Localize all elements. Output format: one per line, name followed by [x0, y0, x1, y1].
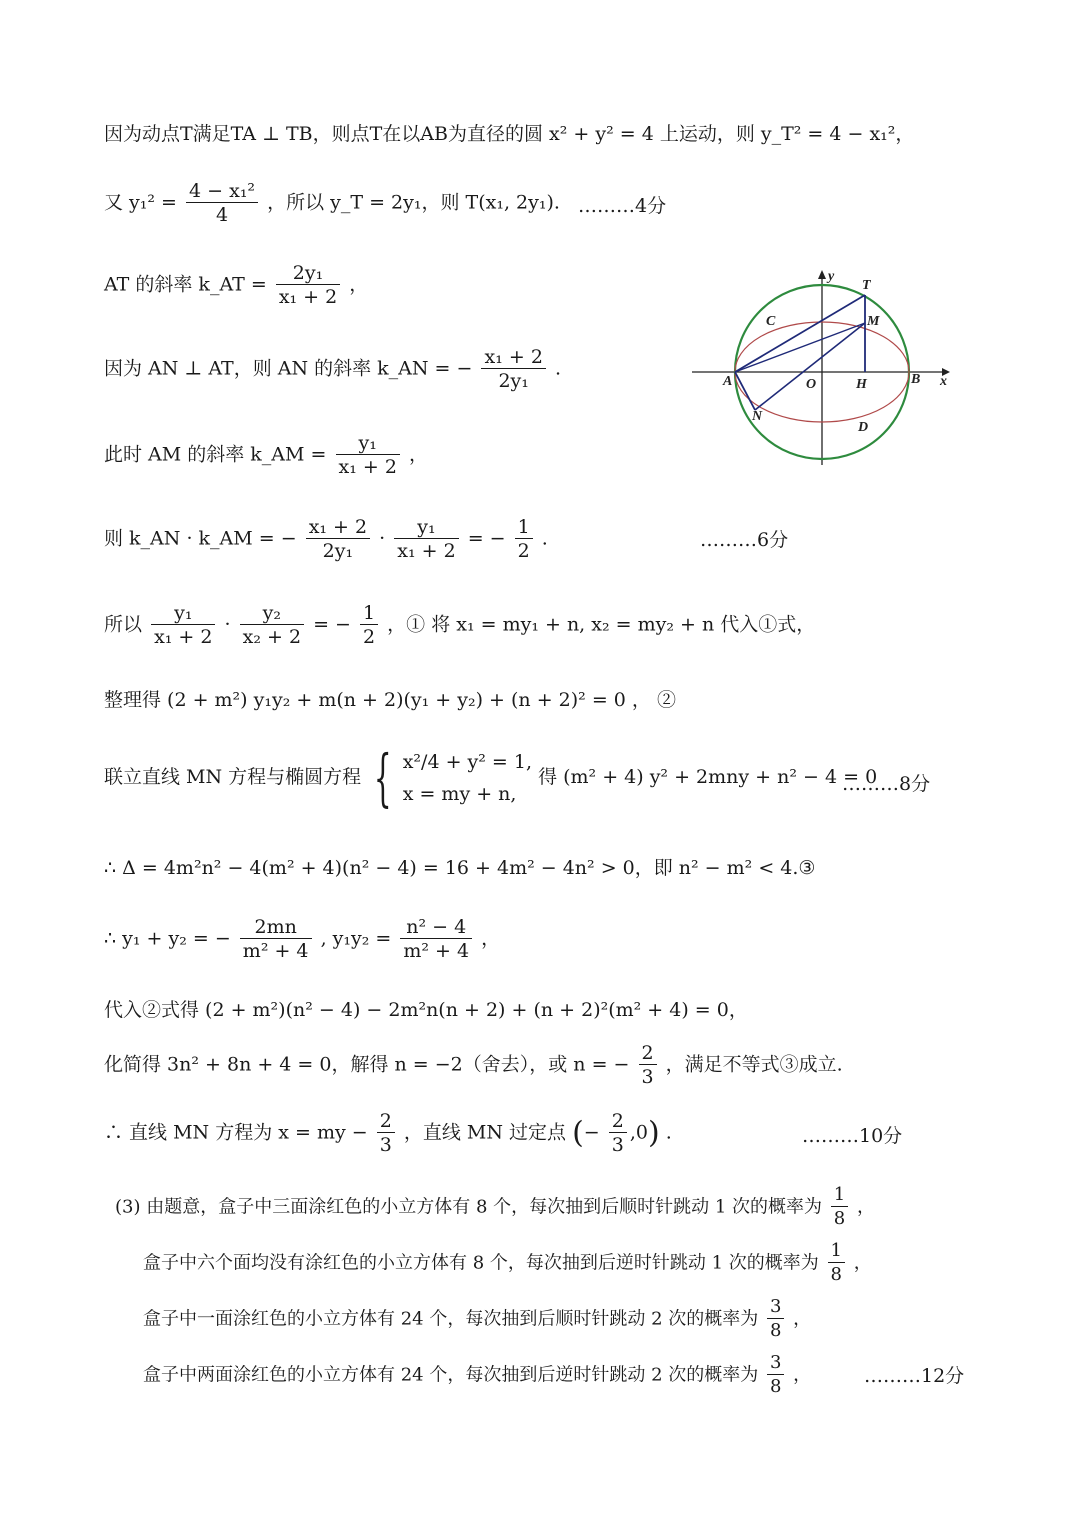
line-NM	[755, 323, 865, 410]
fraction: $\frac{\text{y₁}}{\text{x₁ + 2}}$	[394, 516, 458, 563]
line-4: 因为 AN ⊥ AT，则 AN 的斜率 k_AN = − $\frac{\text{x₁ + 2}}{\text{2y₁}}$ .	[104, 346, 561, 392]
fraction: $\frac{3}{8}$	[767, 1352, 784, 1399]
fraction: $\frac{\text{x₁ + 2}}{\text{2y₁}}$	[481, 346, 545, 393]
label-B: B	[911, 372, 921, 387]
label-y: y	[828, 269, 835, 284]
score-8: ………8分	[842, 773, 931, 795]
fraction: $\frac{\text{y₂}}{\text{x₂ + 2}}$	[240, 602, 304, 649]
fraction: $\frac{\text{n² − 4}}{\text{m² + 4}}$	[400, 916, 472, 963]
line-9: 联立直线 MN 方程与椭圆方程 { x²/4 + y² = 1, x = my + n, 得 (m² + 4) y² + 2mny + n² − 4 = 0	[104, 741, 878, 814]
line-18: 盒子中两面涂红色的小立方体有 24 个，每次抽到后逆时针跳动 2 次的概率为 $\frac{3}{8}$ ，	[143, 1352, 812, 1397]
line-15: (3) 由题意，盒子中三面涂红色的小立方体有 8 个，每次抽到后顺时针跳动 1 次的概率为 $\frac{1}{8}$ ，	[115, 1184, 875, 1229]
label-T: T	[862, 278, 871, 293]
label-M: M	[867, 314, 880, 329]
line-2: 又 y₁² = $\frac{\text{4 − x₁²}}{4}$ ，所以 y_T = 2y₁，则 T(x₁, 2y₁).	[104, 180, 560, 226]
line-5: 此时 AM 的斜率 k_AM = $\frac{\text{y₁}}{\text{x₁ + 2}}$ ，	[104, 432, 428, 478]
line-6: 则 k_AN · k_AM = − $\frac{\text{x₁ + 2}}{\text{2y₁}}$ · $\frac{\text{y₁}}{\text{x₁ + 2}}$ = − $\frac{1}{2}$ .	[104, 516, 548, 562]
line-1: 因为动点T满足TA ⊥ TB，则点T在以AB为直径的圆 x² + y² = 4 上运动，则 y_T² = 4 − x₁²，	[104, 123, 915, 145]
line-11: ∴ y₁ + y₂ = − $\frac{2mn}{\text{m² + 4}}$ , y₁y₂ = $\frac{\text{n² − 4}}{\text{m² + 4}}$ ，	[104, 916, 501, 962]
fraction: $\frac{3}{8}$	[767, 1296, 784, 1343]
fraction: $\frac{2}{3}$	[609, 1110, 627, 1157]
equation-system: x²/4 + y² = 1, x = my + n,	[402, 751, 533, 805]
fraction: $\frac{1}{2}$	[515, 516, 533, 563]
line-10: ∴ Δ = 4m²n² − 4(m² + 4)(n² − 4) = 16 + 4m² − 4n² > 0，即 n² − m² < 4.③	[104, 857, 816, 879]
fraction: $\frac{\text{2y₁}}{\text{x₁ + 2}}$	[276, 262, 340, 309]
fraction: $\frac{\text{y₁}}{\text{x₁ + 2}}$	[151, 602, 215, 649]
line-AM	[735, 323, 865, 372]
line-AT	[735, 295, 865, 372]
y-axis-arrow-icon	[818, 270, 826, 279]
score-12: ………12分	[864, 1365, 965, 1387]
label-N: N	[752, 409, 763, 424]
label-H: H	[856, 377, 867, 392]
label-O: O	[806, 377, 817, 392]
score-10: ………10分	[802, 1125, 903, 1147]
line-12: 代入②式得 (2 + m²)(n² − 4) − 2m²n(n + 2) + (n + 2)²(m² + 4) = 0，	[104, 999, 748, 1021]
geometry-figure	[690, 265, 955, 475]
fraction: $\frac{\text{y₁}}{\text{x₁ + 2}}$	[336, 432, 400, 479]
label-D: D	[858, 420, 869, 435]
score-6: ………6分	[700, 529, 789, 551]
fraction: $\frac{1}{8}$	[828, 1240, 845, 1287]
brace: {	[374, 741, 392, 814]
line-14: ∴ 直线 MN 方程为 x = my − $\frac{2}{3}$ ，直线 MN 过定点 (− $\frac{2}{3}$ ,0) .	[104, 1110, 672, 1156]
line-7: 所以 $\frac{\text{y₁}}{\text{x₁ + 2}}$ · $\frac{\text{y₂}}{\text{x₂ + 2}}$ = − $\frac{1}{2}$ ，① 将 x₁ = my₁ + n, x₂ = my₂ + n 代入①式，	[104, 602, 816, 648]
line-13: 化简得 3n² + 8n + 4 = 0，解得 n = −2（舍去），或 n = − $\frac{2}{3}$ ，满足不等式③成立.	[104, 1042, 843, 1088]
label-x: x	[940, 374, 947, 389]
label-A: A	[723, 374, 733, 389]
score-4: ………4分	[578, 195, 667, 217]
line-8: 整理得 (2 + m²) y₁y₂ + m(n + 2)(y₁ + y₂) + (n + 2)² = 0 ， ②	[104, 689, 676, 711]
line-16: 盒子中六个面均没有涂红色的小立方体有 8 个，每次抽到后逆时针跳动 1 次的概率为 $\frac{1}{8}$ ，	[143, 1240, 872, 1285]
line-3: AT 的斜率 k_AT = $\frac{\text{2y₁}}{\text{x₁ + 2}}$ ，	[104, 262, 369, 308]
fraction: $\frac{2}{3}$	[639, 1042, 657, 1089]
fraction: $\frac{1}{2}$	[360, 602, 378, 649]
fraction: $\frac{2mn}{\text{m² + 4}}$	[240, 916, 312, 963]
fraction: $\frac{2}{3}$	[377, 1110, 395, 1157]
fraction: $\frac{1}{8}$	[831, 1184, 848, 1231]
label-C: C	[766, 314, 776, 329]
line-17: 盒子中一面涂红色的小立方体有 24 个，每次抽到后顺时针跳动 2 次的概率为 $\frac{3}{8}$ ，	[143, 1296, 812, 1341]
fraction: $\frac{\text{4 − x₁²}}{4}$	[186, 180, 258, 227]
fraction: $\frac{\text{x₁ + 2}}{\text{2y₁}}$	[306, 516, 370, 563]
